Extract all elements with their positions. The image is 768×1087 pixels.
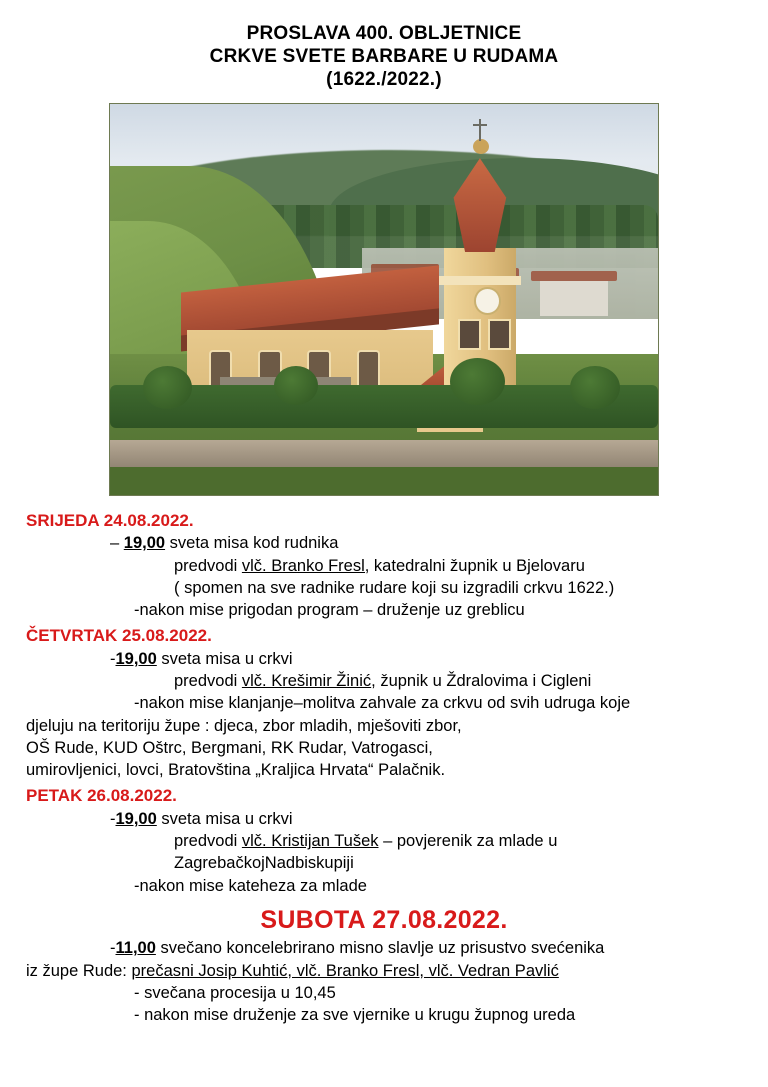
tower-cross: [479, 119, 481, 141]
day-heading: PETAK 26.08.2022.: [26, 786, 177, 806]
program-line: [26, 577, 742, 599]
line-text: katedralni župnik u Bjelovaru: [369, 556, 585, 575]
event-time: 19,00: [115, 809, 157, 828]
line-prefix: predvodi: [174, 672, 242, 691]
house-wall: [540, 279, 608, 316]
day-heading: ČETVRTAK 25.08.2022.: [26, 626, 212, 646]
program-line: [26, 852, 742, 874]
event-time: 11,00: [115, 939, 156, 958]
line-text: umirovljenici, lovci, Bratovština „Kraljica Hrvata“ Palačnik.: [26, 760, 446, 779]
program-line: [26, 532, 742, 554]
line-prefix: -: [110, 649, 116, 668]
bush: [143, 366, 192, 409]
bush: [570, 366, 619, 409]
title-line-3: (1622./2022.): [326, 69, 442, 91]
line-prefix: predvodi: [174, 832, 242, 851]
day-heading: SRIJEDA 24.08.2022.: [26, 510, 194, 530]
program-line: [26, 670, 742, 692]
line-text: sveta misa kod rudnika: [165, 534, 339, 553]
poster-title: [26, 22, 742, 92]
program-line: [26, 982, 742, 1004]
line-text: sveta misa u crkvi: [156, 649, 293, 668]
bush: [450, 358, 505, 405]
line-prefix: -: [110, 809, 116, 828]
nave-window: [357, 350, 381, 389]
title-line-1: PROSLAVA 400. OBLJETNICE: [246, 23, 522, 44]
line-text: - svečana procesija u 10,45: [134, 983, 336, 1002]
line-text: ( spomen na sve radnike rudare koji su izgradili crkvu 1622.): [174, 578, 615, 597]
line-prefix: predvodi: [174, 556, 242, 575]
program-line: [26, 715, 742, 737]
event-time: 19,00: [115, 649, 157, 668]
line-text: svečano koncelebrirano misno slavlje uz prisustvo svećenika: [155, 939, 605, 958]
line-text: – povjerenik za mlade u: [378, 832, 558, 851]
program-line: [26, 830, 742, 852]
celebrant-name: prečasni Josip Kuhtić, vlč. Branko Fresl, vlč. Vedran Pavlić: [131, 961, 559, 980]
line-prefix: -: [110, 939, 116, 958]
program-line: [26, 599, 742, 621]
celebrant-name: vlč. Krešimir Žinić: [241, 672, 372, 691]
line-prefix: –: [110, 534, 124, 553]
line-text: -nakon mise prigodan program – druženje uz greblicu: [134, 600, 525, 619]
program-line: [26, 555, 742, 577]
program-line: [26, 875, 742, 897]
day-heading: SUBOTA 27.08.2022.: [260, 905, 508, 934]
tower-clock: [474, 287, 501, 314]
program-line: [26, 808, 742, 830]
title-line-2: CRKVE SVETE BARBARE U RUDAMA: [209, 46, 559, 68]
program-line: [26, 648, 742, 670]
line-text: sveta misa u crkvi: [156, 809, 293, 828]
bell-tower-cornice: [439, 276, 521, 286]
line-text: , župnik u Ždralovima i Cigleni: [371, 672, 592, 691]
line-text: -nakon mise klanjanje–molitva zahvale za crkvu od svih udruga koje: [134, 694, 631, 713]
foreground-grass: [110, 467, 658, 494]
program-line: [26, 960, 742, 982]
house-roof: [531, 271, 617, 281]
program-line: [26, 692, 742, 714]
line-text: djeluju na teritoriju župe : djeca, zbor mladih, mješoviti zbor,: [26, 716, 462, 735]
bush: [274, 366, 318, 405]
celebrant-name: vlč. Branko Fresl,: [241, 556, 370, 575]
program-line: [26, 1004, 742, 1026]
program-list: [26, 510, 742, 1027]
line-text: ZagrebačkojNadbiskupiji: [174, 854, 354, 873]
program-line: [26, 737, 742, 759]
tower-window: [458, 319, 481, 350]
line-text: - nakon mise druženje za sve vjernike u krugu župnog ureda: [134, 1005, 576, 1024]
program-line: [26, 759, 742, 781]
tower-window: [488, 319, 511, 350]
celebrant-name: vlč. Kristijan Tušek: [241, 832, 379, 851]
line-prefix: iz župe Rude:: [26, 961, 132, 980]
event-time: 19,00: [123, 534, 166, 553]
line-text: OŠ Rude, KUD Oštrc, Bergmani, RK Rudar, Vatrogasci,: [26, 738, 433, 757]
line-text: -nakon mise kateheza za mlade: [134, 876, 367, 895]
church-photo: [109, 103, 659, 496]
church-photo-illustration: [110, 104, 658, 495]
program-line: [26, 937, 742, 959]
